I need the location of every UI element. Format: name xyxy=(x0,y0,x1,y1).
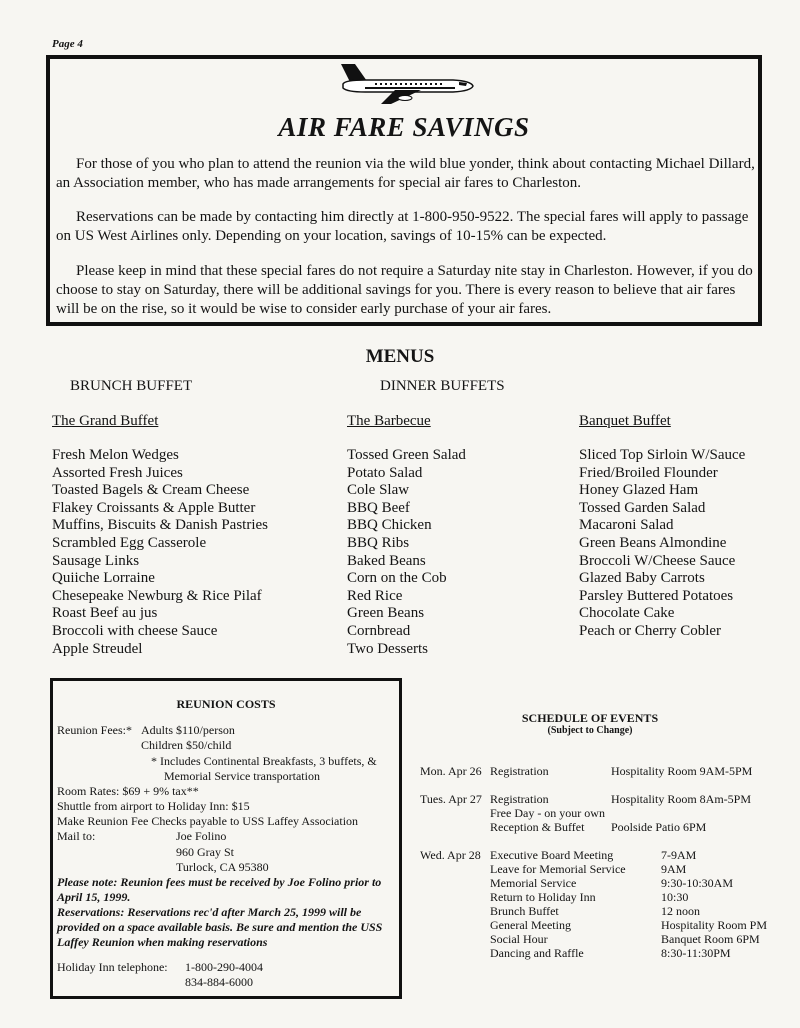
schedule-subtitle: (Subject to Change) xyxy=(547,725,633,736)
list-item: BBQ Ribs xyxy=(347,534,410,551)
list-item: Broccoli with cheese Sauce xyxy=(52,622,218,639)
mail-name: Joe Folino xyxy=(176,829,227,843)
airfare-title: AIR FARE SAVINGS xyxy=(278,112,530,142)
fees-label: Reunion Fees:* xyxy=(57,723,132,737)
list-item: Parsley Buttered Potatoes xyxy=(579,587,734,604)
barbecue-heading: The Barbecue xyxy=(347,413,431,429)
phone-label: Holiday Inn telephone: xyxy=(57,960,168,974)
list-item: Green Beans Almondine xyxy=(579,534,727,551)
reservations-line: provided on a space available basis. Be sure and mention the USS xyxy=(57,920,383,934)
fees-includes: * Includes Continental Breakfasts, 3 buffets, & xyxy=(151,754,377,768)
list-item: BBQ Chicken xyxy=(347,517,432,534)
schedule-event: Reception & Buffet xyxy=(490,820,585,834)
list-item: Cornbread xyxy=(347,622,411,639)
schedule-event: Memorial Service xyxy=(490,876,577,890)
schedule-day: Tues. Apr 27 xyxy=(420,792,482,806)
list-item: Two Desserts xyxy=(347,640,429,657)
schedule-event: Free Day - on your own xyxy=(490,806,605,820)
schedule-event: Executive Board Meeting xyxy=(490,848,614,862)
page-label: Page 4 xyxy=(52,38,83,50)
list-item: Sausage Links xyxy=(52,552,140,569)
list-item: Toasted Bagels & Cream Cheese xyxy=(52,482,250,499)
checks-payable: Make Reunion Fee Checks payable to USS Laffey Association xyxy=(57,814,359,828)
list-item: Flakey Croissants & Apple Butter xyxy=(52,499,256,516)
schedule-place: Hospitality Room 8Am-5PM xyxy=(611,792,752,806)
fees-children: Children $50/child xyxy=(141,738,232,752)
mail-label: Mail to: xyxy=(57,829,96,843)
list-item: Broccoli W/Cheese Sauce xyxy=(579,552,736,569)
schedule-time: 12 noon xyxy=(661,904,700,918)
shuttle-cost: Shuttle from airport to Holiday Inn: $15 xyxy=(57,799,250,813)
schedule-time: 10:30 xyxy=(661,890,689,904)
schedule-day: Mon. Apr 26 xyxy=(420,764,482,778)
schedule-event: Registration xyxy=(490,764,549,778)
list-item: Cole Slaw xyxy=(347,482,410,499)
list-item: Sliced Top Sirloin W/Sauce xyxy=(579,447,746,463)
list-item: Muffins, Biscuits & Danish Pastries xyxy=(52,517,268,534)
phone-number: 1-800-290-4004 xyxy=(185,960,263,974)
fees-adults: Adults $110/person xyxy=(141,723,235,737)
grand-buffet-heading: The Grand Buffet xyxy=(52,413,159,429)
note-line: April 15, 1999. xyxy=(57,890,131,904)
airplane-icon xyxy=(325,60,475,105)
schedule-event: Social Hour xyxy=(490,932,548,946)
barbecue-list xyxy=(347,447,466,658)
list-item: Glazed Baby Carrots xyxy=(579,570,705,587)
list-item: Peach or Cherry Cobler xyxy=(579,622,722,639)
airfare-paragraph: Reservations can be made by contacting him directly at 1-800-950-9522. The special fares will apply to passage on US West Airlines only. Depending on your location, savings of 10-15% can be expected. xyxy=(56,209,749,244)
list-item: Assorted Fresh Juices xyxy=(52,464,183,481)
list-item: Quiiche Lorraine xyxy=(52,570,155,587)
fees-includes-cont: Memorial Service transportation xyxy=(164,769,320,783)
list-item: Fresh Melon Wedges xyxy=(52,447,179,463)
airfare-paragraph: Please keep in mind that these special fares do not require a Saturday nite stay in Charleston. However, if you do choose to stay on Saturday, there will be additional savings for you. There is every reason to believe that air fares will be on the rise, so it would be wise to consider early purchase of your air fares. xyxy=(56,263,753,317)
schedule-time: 7-9AM xyxy=(661,848,697,862)
list-item: Red Rice xyxy=(347,587,403,604)
reunion-costs-title: REUNION COSTS xyxy=(176,697,276,711)
schedule-event: Registration xyxy=(490,792,549,806)
list-item: Corn on the Cob xyxy=(347,570,447,587)
phone-number: 834-884-6000 xyxy=(185,975,253,989)
menus-title: MENUS xyxy=(365,346,435,367)
schedule-place: Hospitality Room 9AM-5PM xyxy=(611,764,753,778)
list-item: Chesepeake Newburg & Rice Pilaf xyxy=(52,587,262,604)
reservations-line: Laffey Reunion when making reservations xyxy=(57,935,268,949)
schedule-title: SCHEDULE OF EVENTS xyxy=(521,711,659,725)
reservations-line: Reservations: Reservations rec'd after March 25, 1999 will be xyxy=(57,905,362,919)
banquet-buffet-heading: Banquet Buffet xyxy=(579,413,671,429)
banquet-buffet-list xyxy=(579,447,745,641)
schedule-event: Dancing and Raffle xyxy=(490,946,584,960)
brunch-heading: BRUNCH BUFFET xyxy=(70,378,193,394)
list-item: Tossed Green Salad xyxy=(347,447,466,463)
list-item: Macaroni Salad xyxy=(579,517,674,534)
schedule-time: 9:30-10:30AM xyxy=(661,876,733,890)
list-item: Baked Beans xyxy=(347,552,426,569)
note-line: Please note: Reunion fees must be received by Joe Folino prior to xyxy=(57,875,382,889)
list-item: Green Beans xyxy=(347,605,425,622)
list-item: Tossed Garden Salad xyxy=(579,499,706,516)
schedule-time: Hospitality Room PM xyxy=(661,918,768,932)
schedule-event: Return to Holiday Inn xyxy=(490,890,596,904)
airfare-paragraph: For those of you who plan to attend the reunion via the wild blue yonder, think about contacting Michael Dillard, an Association member, who has made arrangements for special air fares to Charleston. xyxy=(56,156,755,191)
list-item: Fried/Broiled Flounder xyxy=(579,464,718,481)
list-item: Roast Beef au jus xyxy=(52,605,158,622)
list-item: Scrambled Egg Casserole xyxy=(52,534,207,551)
schedule-time: 8:30-11:30PM xyxy=(661,946,731,960)
room-rates: Room Rates: $69 + 9% tax** xyxy=(57,784,199,798)
list-item: Potato Salad xyxy=(347,464,423,481)
schedule-day: Wed. Apr 28 xyxy=(420,848,481,862)
schedule-event: General Meeting xyxy=(490,918,571,932)
mail-city: Turlock, CA 95380 xyxy=(176,860,269,874)
grand-buffet-list xyxy=(52,447,268,658)
mail-street: 960 Gray St xyxy=(176,845,234,859)
list-item: Honey Glazed Ham xyxy=(579,482,699,499)
schedule-event: Leave for Memorial Service xyxy=(490,862,626,876)
dinner-heading: DINNER BUFFETS xyxy=(380,378,505,394)
schedule-time: 9AM xyxy=(661,862,687,876)
list-item: BBQ Beef xyxy=(347,499,410,516)
schedule-event: Brunch Buffet xyxy=(490,904,559,918)
schedule-place: Poolside Patio 6PM xyxy=(611,820,707,834)
list-item: Chocolate Cake xyxy=(579,605,675,622)
list-item: Apple Streudel xyxy=(52,640,143,657)
schedule-time: Banquet Room 6PM xyxy=(661,932,760,946)
